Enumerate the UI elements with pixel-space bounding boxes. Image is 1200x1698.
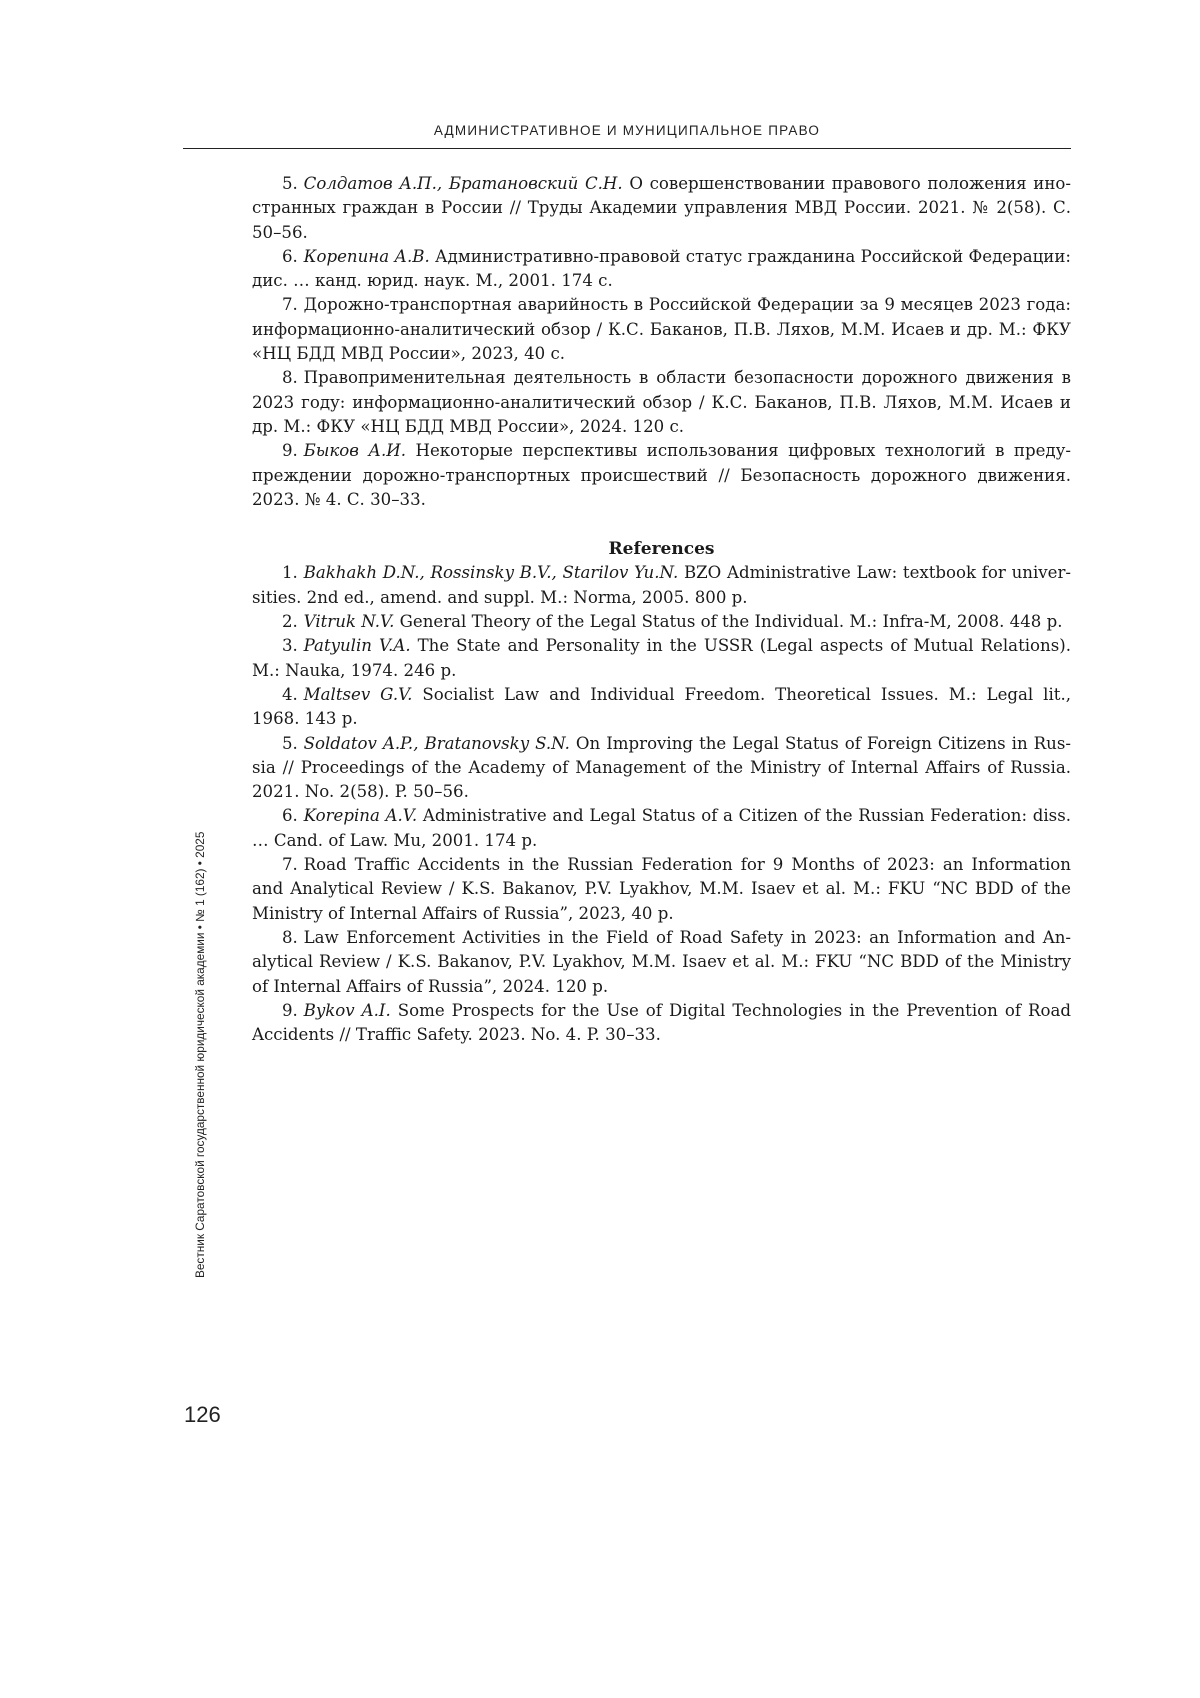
reference-number: 1.: [282, 563, 298, 582]
reference-number: 4.: [282, 685, 298, 704]
reference-item-ru-6: [252, 245, 1071, 294]
reference-authors: Корепина А.В.: [304, 247, 430, 266]
reference-text: BZO Administrative Law: textbook for univer­sities. 2nd ed., amend. and suppl. M.: Norma, 2005. 800 p.: [252, 563, 1071, 606]
page-number: 126: [184, 1402, 221, 1428]
reference-text: Административно-правовой статус гражданина Российской Феде­рации: дис. … канд. юрид. наук. М., 2001. 174 с.: [252, 247, 1071, 290]
reference-item-en-1: [252, 561, 1071, 610]
reference-text: General Theory of the Legal Status of the Individual. M.: Infra-M, 2008. 448 p.: [394, 612, 1062, 631]
reference-authors: Солдатов А.П., Братановский С.Н.: [304, 174, 623, 193]
reference-text: Some Prospects for the Use of Digital Technologies in the Prevention of Road Accidents // Traffic Safety. 2023. No. 4. P. 30–33.: [252, 1001, 1071, 1044]
reference-number: 6.: [282, 806, 298, 825]
reference-text: Administrative and Legal Status of a Citizen of the Russian Federation: diss. … Cand. of Law. Mu, 2001. 174 p.: [252, 806, 1071, 849]
reference-item-en-5: [252, 732, 1071, 805]
reference-authors: Patyulin V.A.: [304, 636, 411, 655]
reference-text: О совершенствовании правового положения ино­странных граждан в России // Труды Академии управления МВД России. 2021. № 2(58). С. 50–56.: [252, 174, 1071, 242]
reference-authors: Vitruk N.V.: [304, 612, 395, 631]
reference-item-ru-9: [252, 439, 1071, 512]
reference-item-ru-5: [252, 172, 1071, 245]
reference-authors: Korepina A.V.: [304, 806, 418, 825]
references-heading: References: [252, 537, 1071, 561]
reference-item-en-2: [252, 610, 1071, 634]
reference-item-en-7: [252, 853, 1071, 926]
reference-number: 2.: [282, 612, 298, 631]
reference-authors: Bykov A.I.: [304, 1001, 391, 1020]
reference-authors: Быков А.И.: [304, 441, 406, 460]
reference-item-en-3: [252, 634, 1071, 683]
reference-number: 5.: [282, 734, 298, 753]
reference-authors: Maltsev G.V.: [304, 685, 413, 704]
reference-item-en-4: [252, 683, 1071, 732]
running-title: АДМИНИСТРАТИВНОЕ И МУНИЦИПАЛЬНОЕ ПРАВО: [183, 114, 1071, 149]
reference-text: The State and Personality in the USSR (Legal aspects of Mutual Relations). M.: Nauka, 1974. 246 p.: [252, 636, 1071, 679]
reference-text: Некоторые перспективы использования цифровых технологий в преду­преждении дорожно-транспортных происшествий // Безопасность дорожного движения. 2023. № 4. С. 30–33.: [252, 441, 1071, 509]
reference-item-en-9: [252, 999, 1071, 1048]
reference-number: 8.: [282, 928, 298, 947]
reference-number: 9.: [282, 441, 298, 460]
reference-authors: Soldatov A.P., Bratanovsky S.N.: [304, 734, 570, 753]
reference-item-ru-7: [252, 293, 1071, 366]
reference-item-ru-8: [252, 366, 1071, 439]
reference-text: Road Traffic Accidents in the Russian Federation for 9 Months of 2023: an Information and Analytical Review / K.S. Bakanov, P.V. Lyakhov, M.M. Isaev et al. M.: FKU “NC BDD of the Min­istry of Internal Affairs of Russia”, 2023, 40 p.: [252, 855, 1071, 923]
references-content: [252, 172, 1071, 1047]
reference-text: Правоприменительная деятельность в области безопасности дорожного движения в 2023 году: информационно-аналитический обзор / К.С. Баканов, П.В. Ляхов, М.М. Иса­ев и др. М.: ФКУ «НЦ БДД МВД России», 2024. 120 с.: [252, 368, 1071, 436]
reference-number: 5.: [282, 174, 298, 193]
reference-number: 3.: [282, 636, 298, 655]
reference-text: Дорожно-транспортная аварийность в Российской Федерации за 9 месяцев 2023 года: информационно-аналитический обзор / К.С. Баканов, П.В. Ляхов, М.М. Исаев и др. М.: ФКУ «НЦ БДД МВД России», 2023, 40 с.: [252, 295, 1071, 363]
reference-number: 8.: [282, 368, 298, 387]
reference-text: On Improving the Legal Status of Foreign Citizens in Rus­sia // Proceedings of the Academy of Management of the Ministry of Internal Affairs of Russia. 2021. No. 2(58). P. 50–56.: [252, 734, 1071, 802]
reference-number: 7.: [282, 855, 298, 874]
reference-number: 6.: [282, 247, 298, 266]
reference-text: Law Enforcement Activities in the Field of Road Safety in 2023: an Information and An­alytical Review / K.S. Bakanov, P.V. Lyakhov, M.M. Isaev et al. M.: FKU “NC BDD of the Ministry of Internal Affairs of Russia”, 2024. 120 p.: [252, 928, 1071, 996]
reference-item-en-8: [252, 926, 1071, 999]
reference-authors: Bakhakh D.N., Rossinsky B.V., Starilov Yu.N.: [304, 563, 679, 582]
reference-number: 9.: [282, 1001, 298, 1020]
journal-side-caption: Вестник Саратовской государственной юридической академии • № 1 (162) • 2025: [193, 798, 207, 1278]
reference-text: Socialist Law and Individual Freedom. Theoretical Issues. M.: Legal lit., 1968. 143 p.: [252, 685, 1071, 728]
reference-number: 7.: [282, 295, 298, 314]
reference-item-en-6: [252, 804, 1071, 853]
